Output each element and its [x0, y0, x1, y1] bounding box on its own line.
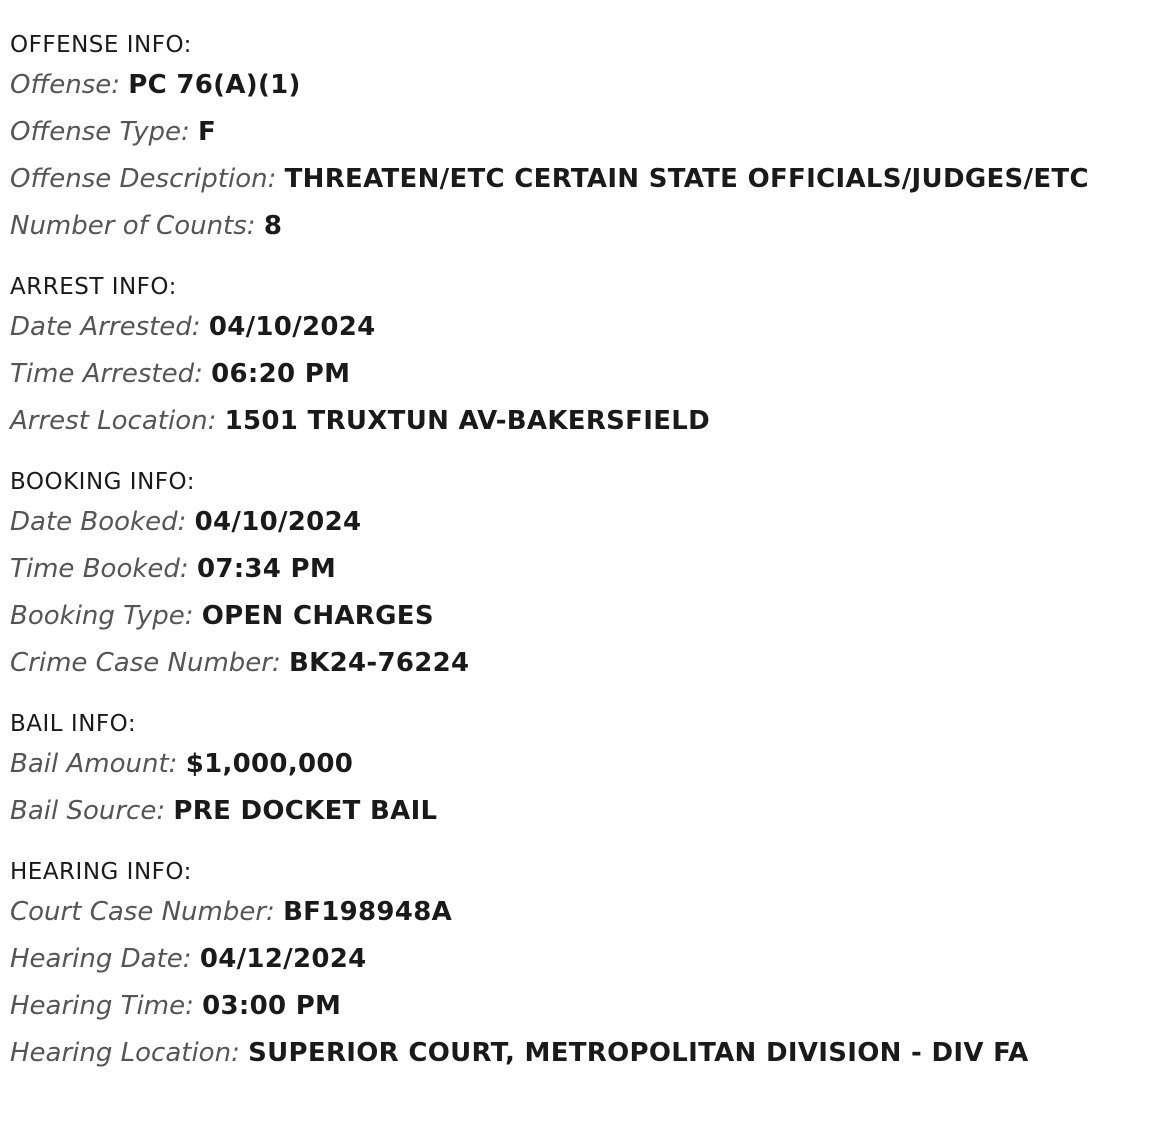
field-value: 04/10/2024	[194, 507, 362, 537]
field-value: BF198948A	[283, 897, 453, 927]
field-label: Time Arrested:	[10, 359, 212, 389]
field-row-date-arrested	[10, 305, 1150, 349]
field-value: 07:34 PM	[196, 554, 337, 584]
field-value: 1501 TRUXTUN AV-BAKERSFIELD	[224, 406, 711, 436]
field-row-hearing-date	[10, 937, 1150, 981]
field-value: SUPERIOR COURT, METROPOLITAN DIVISION - DIV FA	[248, 1038, 1029, 1068]
field-label: Date Arrested:	[10, 312, 209, 342]
field-label: Arrest Location:	[10, 406, 225, 436]
field-row-court-case-number	[10, 890, 1150, 934]
hearing-info-section	[10, 857, 1150, 1075]
field-row-time-booked	[10, 547, 1150, 591]
section-header: OFFENSE INFO:	[10, 32, 192, 58]
field-row-offense	[10, 63, 1150, 107]
field-value: BK24-76224	[289, 648, 470, 678]
section-header: BAIL INFO:	[10, 711, 137, 737]
field-label: Hearing Time:	[10, 991, 203, 1021]
field-value: 8	[263, 211, 283, 241]
field-value: $1,000,000	[185, 749, 354, 779]
field-label: Offense:	[10, 70, 129, 100]
section-header: BOOKING INFO:	[10, 469, 195, 495]
field-row-hearing-time	[10, 984, 1150, 1028]
field-row-hearing-location	[10, 1031, 1150, 1075]
field-label: Bail Source:	[10, 796, 174, 826]
field-value: PC 76(A)(1)	[128, 70, 301, 100]
field-label: Booking Type:	[10, 601, 202, 631]
field-value: 03:00 PM	[202, 991, 342, 1021]
field-row-offense-type	[10, 110, 1150, 154]
field-row-crime-case-number	[10, 641, 1150, 685]
field-label: Hearing Location:	[10, 1038, 249, 1068]
field-label: Time Booked:	[10, 554, 197, 584]
field-label: Crime Case Number:	[10, 648, 290, 678]
field-label: Court Case Number:	[10, 897, 284, 927]
field-row-booking-type	[10, 594, 1150, 638]
bail-info-section	[10, 709, 1150, 833]
section-header: HEARING INFO:	[10, 859, 192, 885]
section-header: ARREST INFO:	[10, 274, 177, 300]
field-row-arrest-location	[10, 399, 1150, 443]
field-row-date-booked	[10, 500, 1150, 544]
field-row-time-arrested	[10, 352, 1150, 396]
field-label: Offense Type:	[10, 117, 199, 147]
field-value: OPEN CHARGES	[201, 601, 434, 631]
field-label: Bail Amount:	[10, 749, 186, 779]
field-row-bail-source	[10, 789, 1150, 833]
offense-info-section	[10, 30, 1150, 248]
field-label: Number of Counts:	[10, 211, 264, 241]
booking-info-section	[10, 467, 1150, 685]
field-row-offense-description	[10, 157, 1150, 201]
field-value: 04/12/2024	[199, 944, 367, 974]
field-value: THREATEN/ETC CERTAIN STATE OFFICIALS/JUDGES/ETC	[284, 164, 1089, 194]
arrest-info-section	[10, 272, 1150, 443]
field-value: F	[198, 117, 217, 147]
field-label: Date Booked:	[10, 507, 195, 537]
field-value: PRE DOCKET BAIL	[173, 796, 438, 826]
field-label: Offense Description:	[10, 164, 285, 194]
inmate-record	[10, 30, 1150, 1099]
field-value: 04/10/2024	[208, 312, 376, 342]
field-row-bail-amount	[10, 742, 1150, 786]
field-row-number-of-counts	[10, 204, 1150, 248]
field-label: Hearing Date:	[10, 944, 200, 974]
field-value: 06:20 PM	[211, 359, 351, 389]
